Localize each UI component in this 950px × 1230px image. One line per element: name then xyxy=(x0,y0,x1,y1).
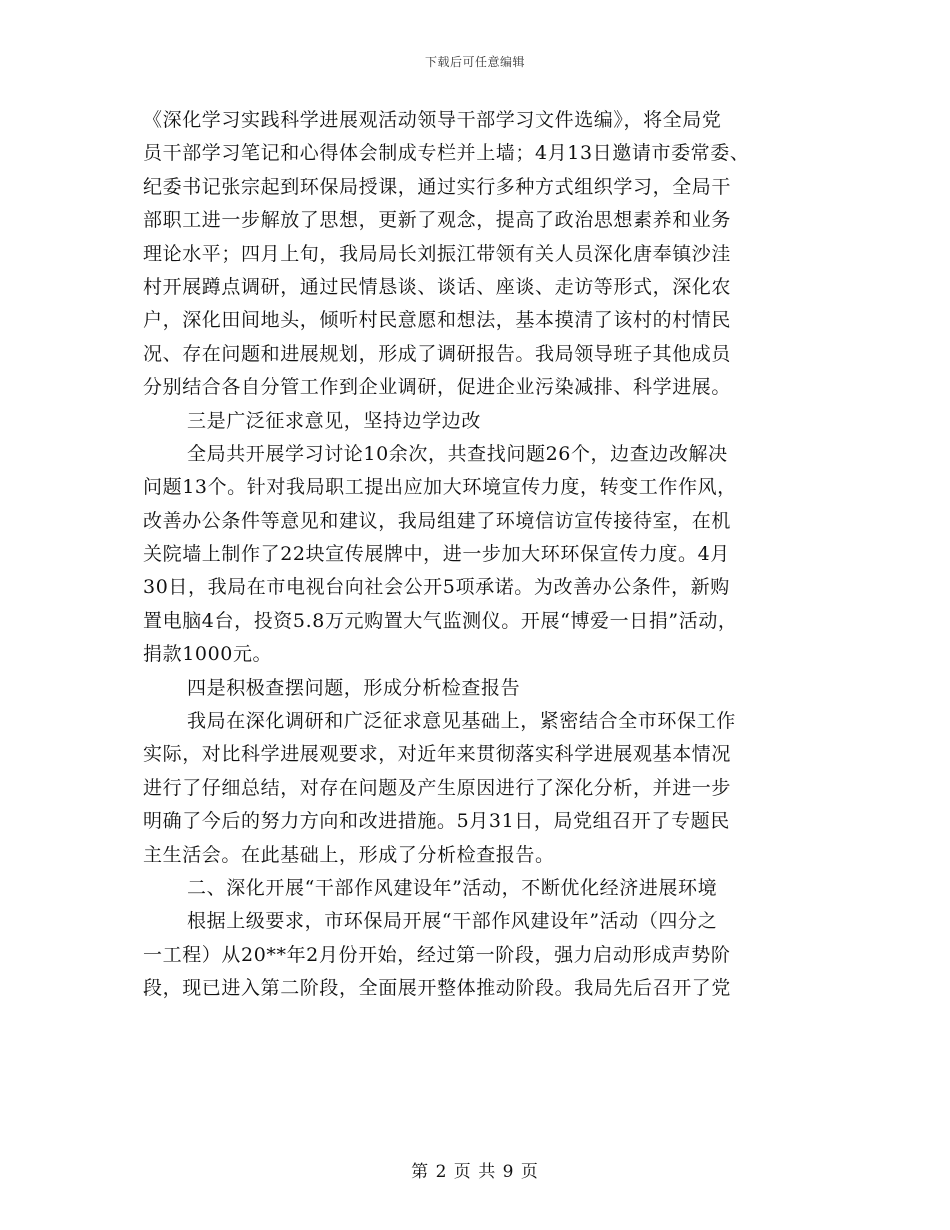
text-line: 进行了仔细总结，对存在问题及产生原因进行了深化分析，并进一步 xyxy=(143,776,732,799)
text-line: 三是广泛征求意见，坚持边学边改 xyxy=(187,409,482,432)
text-line: 根据上级要求，市环保局开展“干部作风建设年”活动（四分之 xyxy=(187,910,718,933)
text-line: 村开展蹲点调研，通过民情恳谈、谈话、座谈、走访等形式，深化农 xyxy=(143,275,732,298)
text-line: 段，现已进入第二阶段，全面展开整体推动阶段。我局先后召开了党 xyxy=(143,977,732,1000)
text-line: 改善办公条件等意见和建议，我局组建了环境信访宣传接待室，在机 xyxy=(143,509,732,532)
text-line: 30日，我局在市电视台向社会公开5项承诺。为改善办公条件，新购 xyxy=(143,576,730,599)
text-line: 全局共开展学习讨论10余次，共查找问题26个，边查边改解决 xyxy=(187,442,728,465)
text-line: 分别结合各自分管工作到企业调研，促进企业污染减排、科学进展。 xyxy=(143,376,732,399)
text-line: 实际，对比科学进展观要求，对近年来贯彻落实科学进展观基本情况 xyxy=(143,743,732,766)
text-line: 部职工进一步解放了思想，更新了观念，提高了政治思想素养和业务 xyxy=(143,209,732,232)
text-line: 捐款1000元。 xyxy=(143,643,273,666)
text-line: 员干部学习笔记和心得体会制成专栏并上墙；4月13日邀请市委常委、 xyxy=(143,142,750,165)
text-line: 二、深化开展“干部作风建设年”活动，不断优化经济进展环境 xyxy=(187,876,718,899)
page-number: 第 2 页 共 9 页 xyxy=(411,1162,539,1182)
text-line: 明确了今后的努力方向和改进措施。5月31日，局党组召开了专题民 xyxy=(143,810,730,833)
page-header: 下载后可任意编辑 xyxy=(424,55,525,69)
text-line: 关院墙上制作了22块宣传展牌中，进一步加大环环保宣传力度。4月 xyxy=(143,543,730,566)
text-line: 四是积极查摆问题，形成分析检查报告 xyxy=(187,676,521,699)
text-line: 一工程）从20**年2月份开始，经过第一阶段，强力启动形成声势阶 xyxy=(143,943,731,966)
text-line: 《深化学习实践科学进展观活动领导干部学习文件选编》，将全局党 xyxy=(143,109,722,131)
text-line: 主生活会。在此基础上，形成了分析检查报告。 xyxy=(143,843,555,866)
text-line: 问题13个。针对我局职工提出应加大环境宣传力度，转变工作作风， xyxy=(143,476,737,499)
text-line: 置电脑4台，投资5.8万元购置大气监测仪。开展“博爱一日捐”活动， xyxy=(143,609,738,632)
document-body xyxy=(143,104,823,1006)
text-line: 况、存在问题和进展规划，形成了调研报告。我局领导班子其他成员 xyxy=(143,342,732,365)
text-line: 纪委书记张宗起到环保局授课，通过实行多种方式组织学习，全局干 xyxy=(143,175,732,198)
text-line: 我局在深化调研和广泛征求意见基础上，紧密结合全市环保工作 xyxy=(187,710,736,733)
text-line: 理论水平；四月上旬，我局局长刘振江带领有关人员深化唐奉镇沙洼 xyxy=(143,242,732,265)
text-line: 户，深化田间地头，倾听村民意愿和想法，基本摸清了该村的村情民 xyxy=(143,309,732,332)
